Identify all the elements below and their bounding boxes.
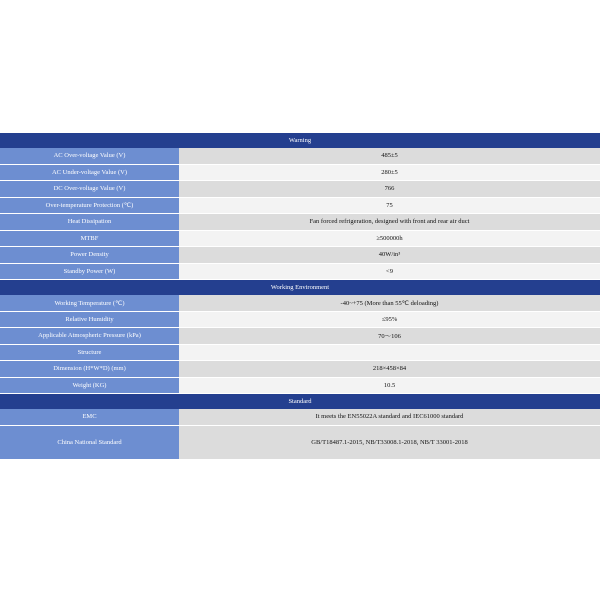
row-label: Weight (KG) bbox=[0, 378, 179, 395]
table-row bbox=[0, 181, 600, 198]
table-row bbox=[0, 295, 600, 312]
row-value: Fan forced refrigeration, designed with front and rear air duct bbox=[179, 214, 600, 231]
section-header-warning bbox=[0, 133, 600, 148]
row-label: EMC bbox=[0, 409, 179, 426]
row-value: -40~+75 (More than 55℃ deloading) bbox=[179, 295, 600, 312]
row-value: ≤95% bbox=[179, 312, 600, 329]
row-label: MTBF bbox=[0, 231, 179, 248]
table-row bbox=[0, 148, 600, 165]
section-header-working-environment bbox=[0, 280, 600, 295]
table-row bbox=[0, 328, 600, 345]
row-label: Power Density bbox=[0, 247, 179, 264]
section-title: Working Environment bbox=[270, 284, 330, 291]
row-value: GB/T18487.1-2015, NB/T33008.1-2018, NB/T 33001-2018 bbox=[179, 426, 600, 460]
row-label: China National Standard bbox=[0, 426, 179, 460]
spec-table bbox=[0, 133, 600, 460]
row-label: DC Over-voltage Value (V) bbox=[0, 181, 179, 198]
row-value: <9 bbox=[179, 264, 600, 281]
row-value: 40W/in³ bbox=[179, 247, 600, 264]
table-row bbox=[0, 198, 600, 215]
table-row bbox=[0, 345, 600, 362]
row-value bbox=[179, 345, 600, 362]
table-row bbox=[0, 312, 600, 329]
row-label: Dimension (H*W*D) (mm) bbox=[0, 361, 179, 378]
row-label: Relative Humidity bbox=[0, 312, 179, 329]
row-label: AC Over-voltage Value (V) bbox=[0, 148, 179, 165]
row-label: Standby Power (W) bbox=[0, 264, 179, 281]
table-row bbox=[0, 247, 600, 264]
row-label: AC Under-voltage Value (V) bbox=[0, 165, 179, 182]
row-label: Over-temperature Protection (℃) bbox=[0, 198, 179, 215]
row-value: 10.5 bbox=[179, 378, 600, 395]
table-row bbox=[0, 426, 600, 460]
row-value: 70～106 bbox=[179, 328, 600, 345]
row-value: ≥500000h bbox=[179, 231, 600, 248]
table-row bbox=[0, 361, 600, 378]
section-title: Standard bbox=[288, 398, 312, 405]
row-value: 280±5 bbox=[179, 165, 600, 182]
section-header-standard bbox=[0, 394, 600, 409]
row-value: 485±5 bbox=[179, 148, 600, 165]
table-row bbox=[0, 378, 600, 395]
section-title: Warning bbox=[288, 137, 312, 144]
table-row bbox=[0, 264, 600, 281]
row-value: 218×458×84 bbox=[179, 361, 600, 378]
row-label: Structure bbox=[0, 345, 179, 362]
table-row bbox=[0, 409, 600, 426]
table-row bbox=[0, 231, 600, 248]
row-label: Applicable Atmospheric Pressure (kPa) bbox=[0, 328, 179, 345]
table-row bbox=[0, 165, 600, 182]
row-label: Heat Dissipation bbox=[0, 214, 179, 231]
row-value: 75 bbox=[179, 198, 600, 215]
table-row bbox=[0, 214, 600, 231]
row-value: It meets the EN55022A standard and IEC61000 standard bbox=[179, 409, 600, 426]
row-value: 766 bbox=[179, 181, 600, 198]
row-label: Working Temperature (℃) bbox=[0, 295, 179, 312]
